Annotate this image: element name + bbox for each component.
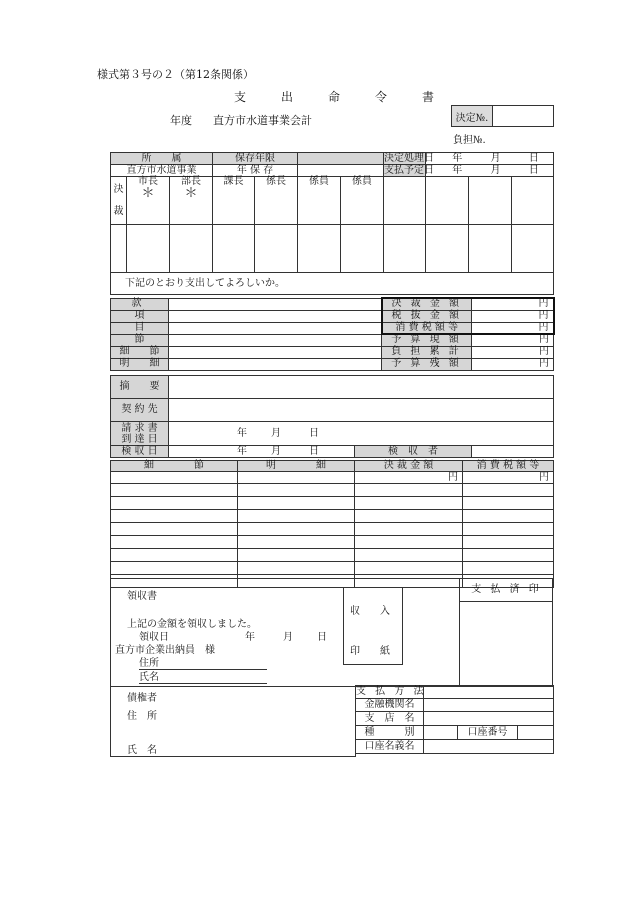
col-tax-header: 消 費 税 額 等 bbox=[463, 461, 554, 472]
table-row bbox=[111, 523, 554, 536]
table-row bbox=[111, 484, 554, 497]
col-meisai-header: 明 細 bbox=[238, 461, 355, 472]
burden-number-label: 負担№. bbox=[453, 135, 486, 146]
table-cell[interactable] bbox=[238, 549, 355, 562]
stamp-cell[interactable] bbox=[512, 225, 554, 273]
stamp-cell[interactable] bbox=[170, 225, 213, 273]
retention-value: 年 保 存 bbox=[213, 165, 298, 177]
receipt-addressee: 直方市企業出納員 様 bbox=[115, 645, 215, 656]
summary-field[interactable] bbox=[169, 376, 554, 399]
table-cell[interactable] bbox=[238, 523, 355, 536]
meisai-field[interactable] bbox=[169, 358, 382, 370]
contractor-label: 契 約 先 bbox=[111, 399, 169, 422]
account-number-field[interactable] bbox=[518, 726, 554, 740]
table-cell[interactable] bbox=[111, 523, 238, 536]
table-cell[interactable] bbox=[355, 497, 463, 510]
table-cell[interactable] bbox=[463, 497, 554, 510]
decision-date-field[interactable] bbox=[426, 153, 554, 165]
retention-blank bbox=[298, 153, 384, 165]
approval-table bbox=[110, 152, 554, 295]
table-row bbox=[111, 549, 554, 562]
invoice-arrival-label bbox=[111, 422, 169, 446]
stamp-cell[interactable] bbox=[469, 177, 512, 225]
kessai-label: 決 裁 bbox=[111, 177, 127, 225]
month-label: 月 bbox=[490, 152, 501, 164]
account-type-label: 種 別 bbox=[356, 726, 424, 740]
col-kessai-header: 決 裁 金 額 bbox=[355, 461, 463, 472]
year-label: 年 bbox=[452, 152, 463, 164]
inspector-label: 検 収 者 bbox=[355, 446, 472, 458]
creditor-name-label: 氏 名 bbox=[127, 745, 157, 756]
payment-date-field[interactable] bbox=[426, 165, 554, 177]
table-cell[interactable] bbox=[355, 484, 463, 497]
retention-label: 保存年限 bbox=[213, 153, 298, 165]
table-cell[interactable] bbox=[355, 549, 463, 562]
kou-field[interactable] bbox=[169, 310, 382, 322]
table-cell[interactable] bbox=[463, 562, 554, 575]
stamp-cell[interactable] bbox=[384, 177, 426, 225]
subsection-chief-stamp[interactable] bbox=[255, 177, 298, 225]
payment-method-label: 支 払 方 法 bbox=[356, 686, 427, 697]
stamp-cell[interactable] bbox=[298, 225, 341, 273]
month-label: 月 bbox=[271, 427, 281, 439]
receipt-statement: 上記の金額を領収しました。 bbox=[127, 619, 257, 630]
table-cell[interactable] bbox=[111, 536, 238, 549]
inspection-date-field[interactable] bbox=[169, 446, 355, 458]
form-number-label: 様式第３号の２（第12条関係） bbox=[97, 68, 254, 81]
table-cell[interactable] bbox=[111, 497, 238, 510]
table-cell[interactable] bbox=[355, 536, 463, 549]
stamp-cell[interactable] bbox=[426, 177, 469, 225]
stamp-cell[interactable] bbox=[341, 225, 384, 273]
table-cell[interactable] bbox=[355, 523, 463, 536]
kessai-amount-field[interactable]: 円 bbox=[472, 298, 554, 310]
mayor-stamp[interactable] bbox=[127, 177, 170, 225]
table-cell[interactable] bbox=[238, 562, 355, 575]
account-type-field[interactable] bbox=[424, 726, 458, 740]
table-cell[interactable] bbox=[463, 523, 554, 536]
table-cell[interactable] bbox=[355, 510, 463, 523]
title-char: 命 bbox=[327, 90, 340, 104]
saisetsu-label: 細 節 bbox=[111, 346, 169, 358]
kan-field[interactable] bbox=[169, 298, 382, 310]
budget-current-field[interactable]: 円 bbox=[472, 334, 554, 346]
payment-method-field[interactable] bbox=[424, 686, 554, 699]
receipt-name-line[interactable] bbox=[139, 668, 267, 684]
section-chief-stamp[interactable] bbox=[213, 177, 255, 225]
staff-stamp[interactable] bbox=[341, 177, 384, 225]
mayor-label: 市長 bbox=[138, 176, 158, 187]
month-label: 月 bbox=[490, 164, 501, 176]
contractor-field[interactable] bbox=[169, 399, 554, 422]
table-row bbox=[111, 536, 554, 549]
table-cell[interactable] bbox=[463, 549, 554, 562]
table-cell[interactable] bbox=[238, 497, 355, 510]
tax-amount-label: 消 費 税 額 等 bbox=[382, 322, 472, 334]
account-holder-field[interactable] bbox=[424, 740, 554, 754]
stamp-cell[interactable] bbox=[255, 225, 298, 273]
star-mark: ＊ bbox=[141, 186, 155, 201]
table-cell[interactable] bbox=[111, 484, 238, 497]
subsection-chief-label: 係長 bbox=[266, 176, 287, 187]
stamp-cell[interactable] bbox=[213, 225, 255, 273]
bank-name-label: 金融機関名 bbox=[356, 699, 424, 712]
col-saisetsu-header: 細 節 bbox=[111, 461, 238, 472]
table-cell[interactable]: 円 bbox=[355, 472, 463, 484]
table-cell[interactable] bbox=[111, 472, 238, 484]
receipt-date-label: 領収日 bbox=[139, 632, 169, 643]
stamp-cell[interactable] bbox=[469, 225, 512, 273]
meisai-label: 明 細 bbox=[111, 358, 169, 370]
stamp-cell[interactable] bbox=[426, 225, 469, 273]
day-label: 日 bbox=[317, 632, 327, 643]
stamp-cell[interactable] bbox=[127, 225, 170, 273]
kou-label: 項 bbox=[111, 310, 169, 322]
table-cell[interactable] bbox=[111, 562, 238, 575]
table-cell[interactable] bbox=[238, 536, 355, 549]
shozoku-label: 所 属 bbox=[111, 153, 213, 165]
stamp-paper-label: 印 紙 bbox=[350, 646, 390, 657]
table-cell[interactable] bbox=[238, 484, 355, 497]
year-label: 年 bbox=[237, 427, 247, 439]
shozoku-value: 直方市水道事業 bbox=[111, 165, 213, 177]
details-table bbox=[110, 375, 554, 458]
summary-label: 摘 要 bbox=[111, 376, 169, 399]
title-char: 出 bbox=[280, 90, 293, 104]
payment-stamp-area[interactable] bbox=[459, 579, 553, 686]
table-cell[interactable] bbox=[463, 484, 554, 497]
year-label: 年 bbox=[237, 445, 247, 457]
revenue-stamp-box[interactable] bbox=[343, 587, 403, 665]
staff-label: 係員 bbox=[352, 176, 373, 187]
day-label: 日 bbox=[528, 164, 539, 176]
invoice-date-field[interactable] bbox=[169, 422, 554, 446]
revenue-stamp-label: 収 入 bbox=[350, 606, 390, 617]
tax-amount-field[interactable]: 円 bbox=[472, 322, 554, 334]
budget-remaining-field[interactable]: 円 bbox=[472, 358, 554, 370]
star-mark: ＊ bbox=[184, 186, 198, 201]
budget-remaining-label: 予 算 残 額 bbox=[382, 358, 472, 370]
fiscal-year-label: 年度 bbox=[170, 114, 192, 127]
document-title bbox=[234, 88, 434, 105]
receipt-section bbox=[110, 578, 553, 687]
section-chief-label: 課長 bbox=[223, 176, 244, 187]
month-label: 月 bbox=[271, 445, 281, 457]
day-label: 日 bbox=[309, 427, 319, 439]
kessai-amount-label: 決 裁 金 額 bbox=[382, 298, 472, 310]
kan-label: 款 bbox=[111, 298, 169, 310]
title-char: 支 bbox=[234, 90, 247, 104]
table-cell[interactable] bbox=[463, 510, 554, 523]
table-cell[interactable] bbox=[111, 549, 238, 562]
table-cell[interactable]: 円 bbox=[463, 472, 554, 484]
table-cell[interactable] bbox=[355, 562, 463, 575]
branch-name-field[interactable] bbox=[424, 712, 554, 726]
director-stamp[interactable] bbox=[170, 177, 213, 225]
stamp-cell[interactable] bbox=[512, 177, 554, 225]
budget-table bbox=[110, 297, 555, 371]
inspection-date-label: 検 収 日 bbox=[111, 446, 169, 458]
net-amount-label: 税 抜 金 額 bbox=[382, 310, 472, 322]
saisetsu-field[interactable] bbox=[169, 346, 382, 358]
payment-stamp-label: 支 払 済 印 bbox=[460, 579, 553, 602]
table-cell[interactable] bbox=[111, 510, 238, 523]
arrival-label: 到 達 日 bbox=[121, 433, 158, 445]
accounting-label: 直方市水道事業会計 bbox=[213, 114, 312, 127]
account-number-label: 口座番号 bbox=[458, 726, 518, 740]
approval-statement: 下記のとおり支出してよろしいか。 bbox=[111, 273, 554, 295]
burden-total-field[interactable]: 円 bbox=[472, 346, 554, 358]
payment-method-table bbox=[355, 685, 554, 754]
table-row bbox=[111, 497, 554, 510]
receipt-name-label: 氏名 bbox=[139, 672, 159, 683]
budget-current-label: 予 算 現 額 bbox=[382, 334, 472, 346]
stamp-cell bbox=[111, 225, 127, 273]
decision-date-label: 決定処理日 bbox=[384, 152, 435, 164]
decision-number-box bbox=[451, 105, 554, 127]
moku-label: 目 bbox=[111, 322, 169, 334]
payment-date-label: 支払予定日 bbox=[384, 164, 435, 176]
burden-total-label: 負 担 累 計 bbox=[382, 346, 472, 358]
table-row bbox=[111, 510, 554, 523]
director-label: 部長 bbox=[181, 176, 202, 187]
branch-name-label: 支 店 名 bbox=[356, 712, 424, 726]
title-char: 令 bbox=[374, 90, 387, 104]
inspector-field[interactable] bbox=[472, 446, 554, 458]
decision-number-label: 決定№. bbox=[452, 106, 493, 126]
stamp-cell[interactable] bbox=[384, 225, 426, 273]
month-label: 月 bbox=[283, 632, 293, 643]
moku-field[interactable] bbox=[169, 322, 382, 334]
line-items-table bbox=[110, 460, 554, 588]
table-row bbox=[111, 562, 554, 575]
table-cell[interactable] bbox=[238, 472, 355, 484]
table-cell[interactable] bbox=[238, 510, 355, 523]
staff-stamp[interactable] bbox=[298, 177, 341, 225]
account-holder-label: 口座名義名 bbox=[356, 740, 424, 754]
receipt-heading: 領収書 bbox=[127, 591, 157, 602]
creditor-label: 債権者 bbox=[127, 693, 157, 704]
title-char: 書 bbox=[421, 90, 434, 104]
day-label: 日 bbox=[528, 152, 539, 164]
bank-name-field[interactable] bbox=[424, 699, 554, 712]
retention-value-blank bbox=[298, 165, 384, 177]
year-label: 年 bbox=[245, 632, 255, 643]
invoice-label: 請 求 書 bbox=[121, 422, 158, 434]
setsu-field[interactable] bbox=[169, 334, 382, 346]
staff-label: 係員 bbox=[309, 176, 330, 187]
payee-section bbox=[110, 685, 356, 757]
net-amount-field[interactable]: 円 bbox=[472, 310, 554, 322]
receipt-address-label: 住所 bbox=[139, 658, 159, 669]
day-label: 日 bbox=[309, 445, 319, 457]
year-label: 年 bbox=[452, 164, 463, 176]
setsu-label: 節 bbox=[111, 334, 169, 346]
table-cell[interactable] bbox=[463, 536, 554, 549]
creditor-address-label: 住 所 bbox=[127, 711, 157, 722]
decision-number-field[interactable] bbox=[493, 106, 553, 126]
